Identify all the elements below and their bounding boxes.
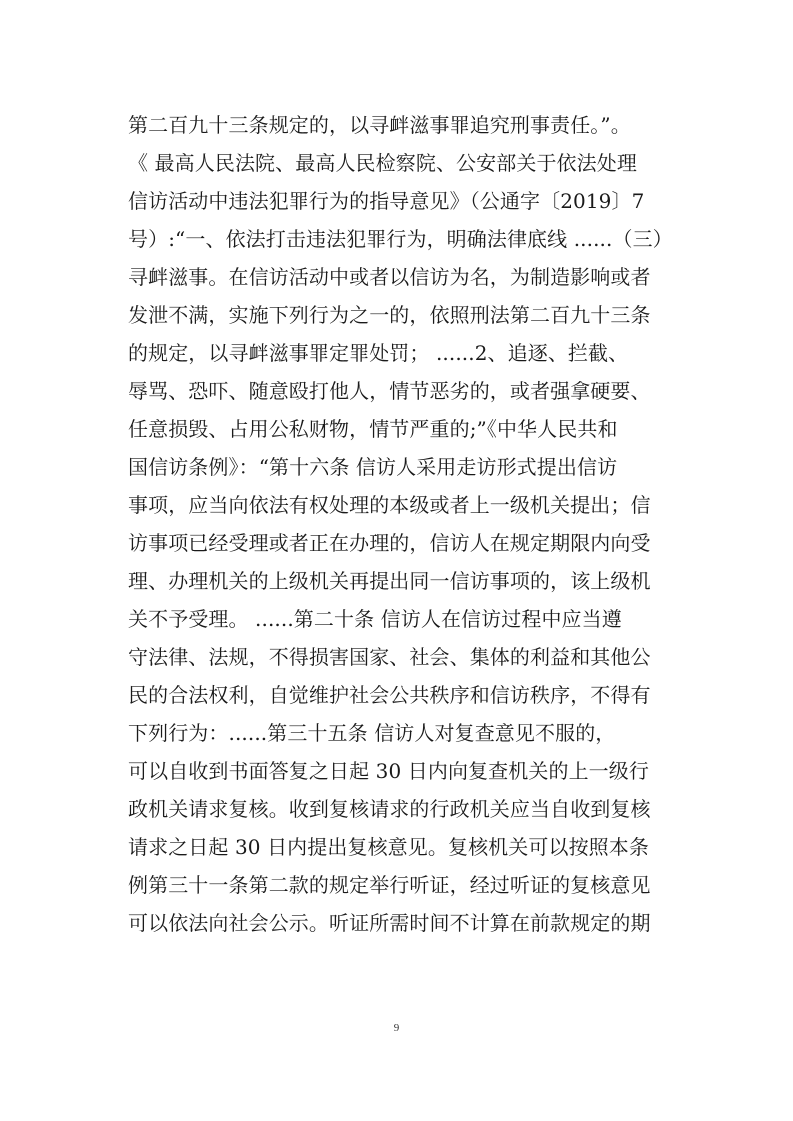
text-line: 可以自收到书面答复之日起 30 日内向复查机关的上一级行 bbox=[128, 759, 649, 783]
text-line: 例第三十一条第二款的规定举行听证，经过听证的复核意见 bbox=[128, 873, 651, 897]
page-number: 9 bbox=[393, 1022, 400, 1034]
text-line: 政机关请求复核。收到复核请求的行政机关应当自收到复核 bbox=[128, 797, 651, 821]
text-line: 守法律、法规，不得损害国家、社会、集体的利益和其他公 bbox=[128, 645, 651, 669]
text-line: 关不予受理。 ......第二十条 信访人在信访过程中应当遵 bbox=[128, 607, 622, 631]
text-line: 任意损毁、占用公私财物，情节严重的;”《中华人民共和 bbox=[128, 417, 618, 441]
text-line: 民的合法权利，自觉维护社会公共秩序和信访秩序，不得有 bbox=[128, 683, 651, 707]
text-line: 号）:“一、依法打击违法犯罪行为，明确法律底线 ......（三） bbox=[128, 227, 673, 251]
text-line: 请求之日起 30 日内提出复核意见。复核机关可以按照本条 bbox=[128, 835, 649, 859]
text-line: 发泄不满，实施下列行为之一的，依照刑法第二百九十三条 bbox=[128, 303, 651, 327]
text-line: 下列行为：......第三十五条 信访人对复查意见不服的， bbox=[128, 721, 616, 745]
text-line: 可以依法向社会公示。听证所需时间不计算在前款规定的期 bbox=[128, 911, 651, 935]
text-line: 国信访条例》：“第十六条 信访人采用走访形式提出信访 bbox=[128, 455, 618, 479]
text-line: 访事项已经受理或者正在办理的，信访人在规定期限内向受 bbox=[128, 531, 651, 555]
text-line: 信访活动中违法犯罪行为的指导意见》（公通字〔2019〕7 bbox=[128, 189, 645, 213]
text-line: 寻衅滋事。在信访活动中或者以信访为名，为制造影响或者 bbox=[128, 265, 651, 289]
text-line: 《 最高人民法院、最高人民检察院、公安部关于依法处理 bbox=[128, 151, 637, 175]
text-line: 理、办理机关的上级机关再提出同一信访事项的，该上级机 bbox=[128, 569, 651, 593]
text-line: 第二百九十三条规定的，以寻衅滋事罪追究刑事责任。”。 bbox=[128, 113, 631, 137]
text-line: 事项，应当向依法有权处理的本级或者上一级机关提出；信 bbox=[128, 493, 651, 517]
text-line: 辱骂、恐吓、随意殴打他人，情节恶劣的，或者强拿硬要、 bbox=[128, 379, 651, 403]
text-line: 的规定，以寻衅滋事罪定罪处罚； ......2、追逐、拦截、 bbox=[128, 341, 629, 365]
body-text bbox=[128, 106, 688, 942]
